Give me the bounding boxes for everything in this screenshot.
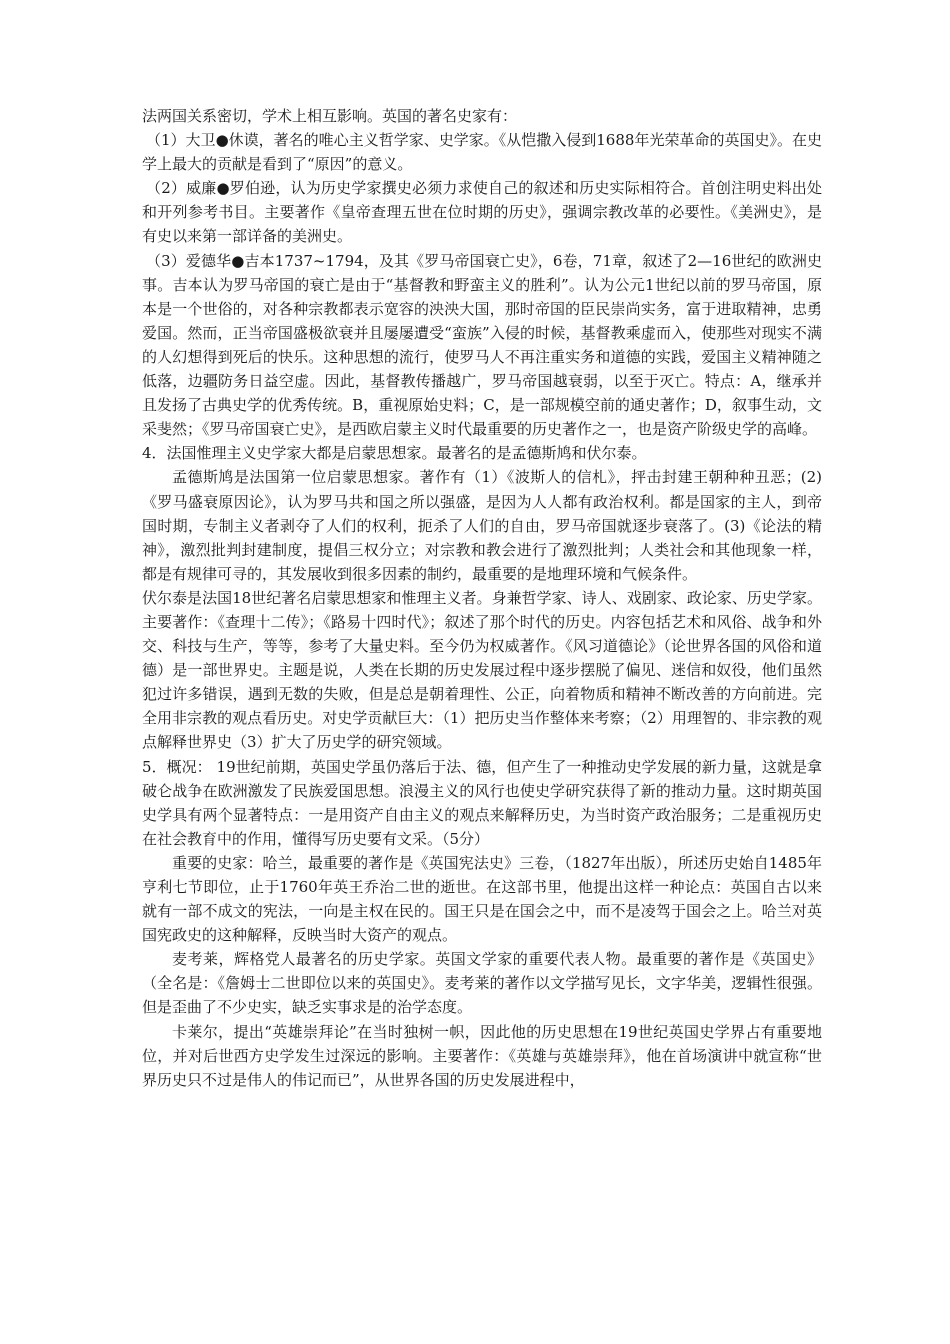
document-body: [142, 104, 822, 1092]
paragraph-robertson: （2）威廉●罗伯逊，认为历史学家撰史必须力求使自己的叙述和历史实际相符合。首创注明史料出处和开列参考书目。主要著作《皇帝查理五世在位时期的历史》，强调宗教改革的必要性。《美洲史》，是有史以来第一部详备的美洲史。: [142, 179, 822, 246]
paragraph-macaulay: 麦考莱，辉格党人最著名的历史学家。英国文学家的重要代表人物。最重要的著作是《英国史》（全名是：《詹姆士二世即位以来的英国史》。麦考莱的著作以文学描写见长，文字华美，逻辑性很强。但是歪曲了不少史实，缺乏实事求是的治学态度。: [142, 950, 822, 1017]
paragraph-section-5: 5．概况： 19世纪前期，英国史学虽仍落后于法、德，但产生了一种推动史学发展的新力量，这就是拿破仑战争在欧洲激发了民族爱国思想。浪漫主义的风行也使史学研究获得了新的推动力量。这时期英国史学具有两个显著特点：一是用资产自由主义的观点来解释历史，为当时资产政治服务；二是重视历史在社会教育中的作用，懂得写历史要有文采。（5分）: [142, 757, 822, 848]
paragraph-carlyle: 卡莱尔，提出“英雄崇拜论”在当时独树一帜，因此他的历史思想在19世纪英国史学界占有重要地位，并对后世西方史学发生过深远的影响。主要著作：《英雄与英雄崇拜》，他在首场演讲中就宣称“世界历史只不过是伟人的伟记而已”，从世界各国的历史发展进程中，: [142, 1022, 822, 1089]
paragraph-hallam: 重要的史家：哈兰，最重要的著作是《英国宪法史》三卷，（1827年出版），所述历史始自1485年亨利七节即位，止于1760年英王乔治二世的逝世。在这部书里，他提出这样一种论点：英国自古以来就有一部不成文的宪法，一向是主权在民的。国王只是在国会之中，而不是凌驾于国会之上。哈兰对英国宪政史的这种解释，反映当时大资产的观点。: [142, 853, 822, 945]
paragraph-intro: 法两国关系密切，学术上相互影响。英国的著名史家有：: [142, 107, 518, 125]
paragraph-voltaire: 伏尔泰是法国18世纪著名启蒙思想家和惟理主义者。身兼哲学家、诗人、戏剧家、政论家、历史学家。主要著作：《查理十二传》；《路易十四时代》；叙述了那个时代的历史。内容包括艺术和风俗、战争和外交、科技与生产，等等，参考了大量史料。至今仍为权威著作。《风习道德论》（论世界各国的风俗和道德）是一部世界史。主题是说，人类在长期的历史发展过程中逐步摆脱了偏见、迷信和奴役，他们虽然犯过许多错误，遇到无数的失败，但是总是朝着理性、公正，向着物质和精神不断改善的方向前进。完全用非宗教的观点看历史。对史学贡献巨大：（1）把历史当作整体来考察；（2）用理智的、非宗教的观点解释世界史（3）扩大了历史学的研究领域。: [142, 588, 822, 752]
paragraph-gibbon: （3）爱德华●吉本1737~1794，及其《罗马帝国衰亡史》，6卷，71章，叙述了2—16世纪的欧洲史事。吉本认为罗马帝国的衰亡是由于“基督教和野蛮主义的胜利”。认为公元1世纪以前的罗马帝国，原本是一个世俗的，对各种宗教都表示宽容的泱泱大国，那时帝国的臣民崇尚实务，富于进取精神，忠勇爱国。然而，正当帝国盛极欲衰并且屡屡遭受“蛮族”入侵的时候，基督教乘虚而入，使那些对现实不满的人幻想得到死后的快乐。这种思想的流行，使罗马人不再注重实务和道德的实践，爱国主义精神随之低落，边疆防务日益空虚。因此，基督教传播越广，罗马帝国越衰弱，以至于灭亡。特点：A，继承并且发扬了古典史学的优秀传统。B，重视原始史料；C，是一部规模空前的通史著作；D，叙事生动，文采斐然；《罗马帝国衰亡史》，是西欧启蒙主义时代最重要的历史著作之一，也是资产阶级史学的高峰。: [142, 251, 822, 439]
paragraph-hume: （1）大卫●休谟，著名的唯心主义哲学家、史学家。《从恺撒入侵到1688年光荣革命的英国史》。在史学上最大的贡献是看到了“原因”的意义。: [142, 131, 822, 174]
paragraph-section-4: 4．法国惟理主义史学家大都是启蒙思想家。最著名的是孟德斯鸠和伏尔泰。: [142, 444, 647, 463]
paragraph-montesquieu: 孟德斯鸠是法国第一位启蒙思想家。著作有（1）《波斯人的信札》，抨击封建王朝种种丑恶；(2)《罗马盛衰原因论》，认为罗马共和国之所以强盛，是因为人人都有政治权利。都是国家的主人，到帝国时期，专制主义者剥夺了人们的权利，扼杀了人们的自由，罗马帝国就逐步衰落了。(3)《论法的精神》，激烈批判封建制度，提倡三权分立；对宗教和教会进行了激烈批判；人类社会和其他现象一样，都是有规律可寻的，其发展收到很多因素的制约，最重要的是地理环境和气候条件。: [142, 468, 822, 583]
